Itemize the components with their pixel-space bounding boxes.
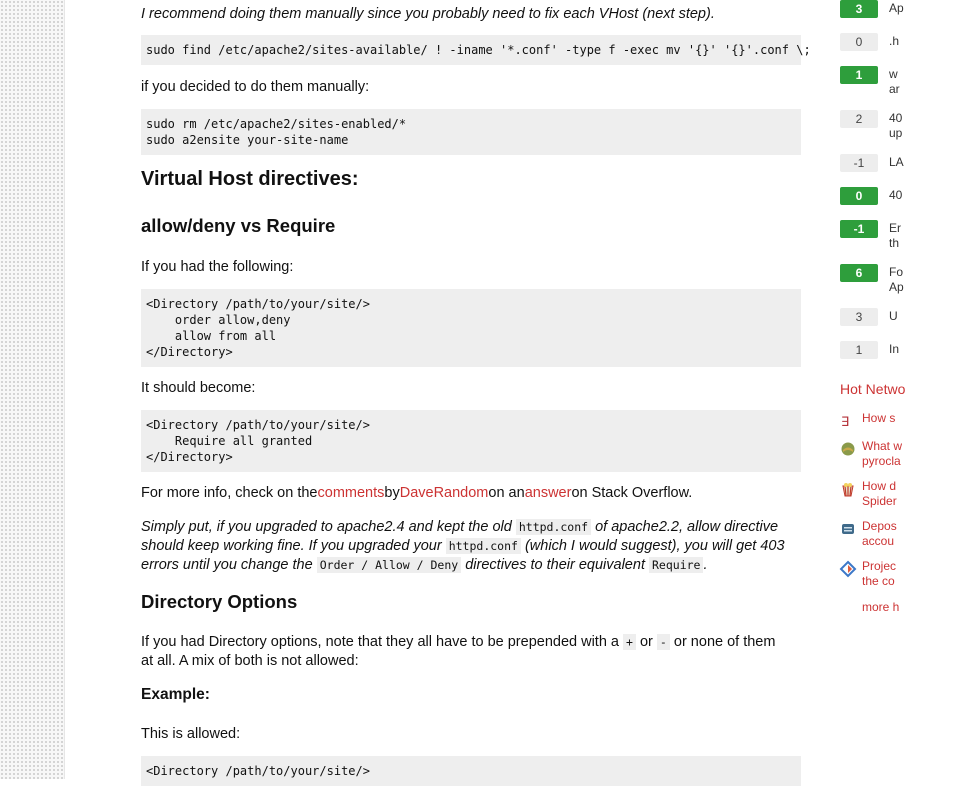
question-score-badge: 3 (840, 0, 878, 18)
svg-text:∃: ∃ (841, 415, 850, 430)
question-title[interactable]: U (889, 309, 898, 323)
question-score-badge: 1 (840, 66, 878, 84)
answer-link[interactable]: answer (524, 485, 572, 501)
hot-question-title[interactable]: Projec the co (862, 559, 897, 588)
question-title[interactable]: 40 up (889, 111, 903, 140)
money-site-icon (840, 521, 856, 537)
question-score-badge: 1 (840, 341, 878, 359)
this-allowed-text: This is allowed: (141, 726, 241, 742)
recommend-text: I recommend doing them manually since you probably need to fix each VHost (next step). (141, 6, 715, 22)
hot-question-title[interactable]: How d Spider (862, 479, 897, 508)
question-title[interactable]: 40 (889, 188, 903, 202)
inline-code-httpd-conf: httpd.conf (446, 538, 521, 554)
left-gutter (0, 0, 65, 779)
inline-code-order-allow-deny: Order / Allow / Deny (317, 557, 461, 573)
question-title[interactable]: w ar (889, 67, 900, 96)
comments-link[interactable]: comments (317, 485, 385, 501)
question-score-badge: -1 (840, 220, 878, 238)
question-score-badge: 0 (840, 33, 878, 51)
had-following-text: If you had the following: (141, 259, 294, 275)
inline-code-plus: + (623, 634, 636, 650)
example-heading: Example: (141, 686, 210, 703)
inline-code-require: Require (649, 557, 703, 573)
earth-science-site-icon (840, 441, 856, 457)
vhost-heading: Virtual Host directives: (141, 168, 359, 190)
movies-tv-site-icon (840, 481, 856, 497)
question-title[interactable]: Fo Ap (889, 265, 904, 294)
hot-question-title[interactable]: How s (862, 411, 896, 425)
directory-options-heading: Directory Options (141, 591, 298, 612)
more-hot-questions-link[interactable]: more h (862, 600, 900, 614)
inline-code-minus: - (657, 634, 670, 650)
inline-code-httpd-conf: httpd.conf (516, 519, 591, 535)
question-title[interactable]: In (889, 342, 900, 356)
question-score-badge: 6 (840, 264, 878, 282)
sidebar (840, 0, 906, 779)
question-score-badge: 0 (840, 187, 878, 205)
mathematics-site-icon (840, 413, 856, 429)
question-title[interactable]: .h (889, 34, 900, 48)
more-info-text: For more info, check on thecommentsbyDaveRandomon anansweron Stack Overflow. (141, 485, 693, 501)
code-block-new-directory: <Directory /path/to/your/site/> Require all granted </Directory> (141, 410, 801, 472)
code-block-example: <Directory /path/to/your/site/> (141, 756, 801, 786)
project-management-site-icon (840, 561, 856, 577)
question-title[interactable]: Er th (889, 221, 901, 250)
code-block-old-directory: <Directory /path/to/your/site/> order allow,deny allow from all </Directory> (141, 289, 801, 367)
allow-deny-heading: allow/deny vs Require (141, 215, 336, 236)
code-block-find: sudo find /etc/apache2/sites-available/ ! -iname '*.conf' -type f -exec mv '{}' '{}'.conf \; (141, 35, 801, 65)
question-title[interactable]: Ap (889, 1, 904, 15)
hot-network-questions-title[interactable]: Hot Netwo (840, 381, 906, 397)
code-block-a2ensite: sudo rm /etc/apache2/sites-enabled/* sudo a2ensite your-site-name (141, 109, 801, 155)
manual-text: if you decided to do them manually: (141, 79, 370, 95)
hot-question-title[interactable]: Depos accou (862, 519, 897, 548)
should-become-text: It should become: (141, 380, 256, 396)
hot-question-title[interactable]: What w pyrocla (862, 439, 903, 468)
options-text: If you had Directory options, note that they all have to be prepended with a + or - or none of them at all. A mix of both is not allowed: (141, 634, 776, 669)
question-score-badge: 3 (840, 308, 878, 326)
author-link[interactable]: DaveRandom (399, 485, 489, 501)
simply-put-text: Simply put, if you upgraded to apache2.4 and kept the old httpd.conf of apache2.2, allow directive should keep working fine. If you upgraded your httpd.conf (which I would suggest), you will get 403 errors until you change the Order / Allow / Deny directives to their equivalent Require . (141, 519, 785, 573)
question-title[interactable]: LA (889, 155, 904, 169)
question-score-badge: -1 (840, 154, 878, 172)
question-score-badge: 2 (840, 110, 878, 128)
